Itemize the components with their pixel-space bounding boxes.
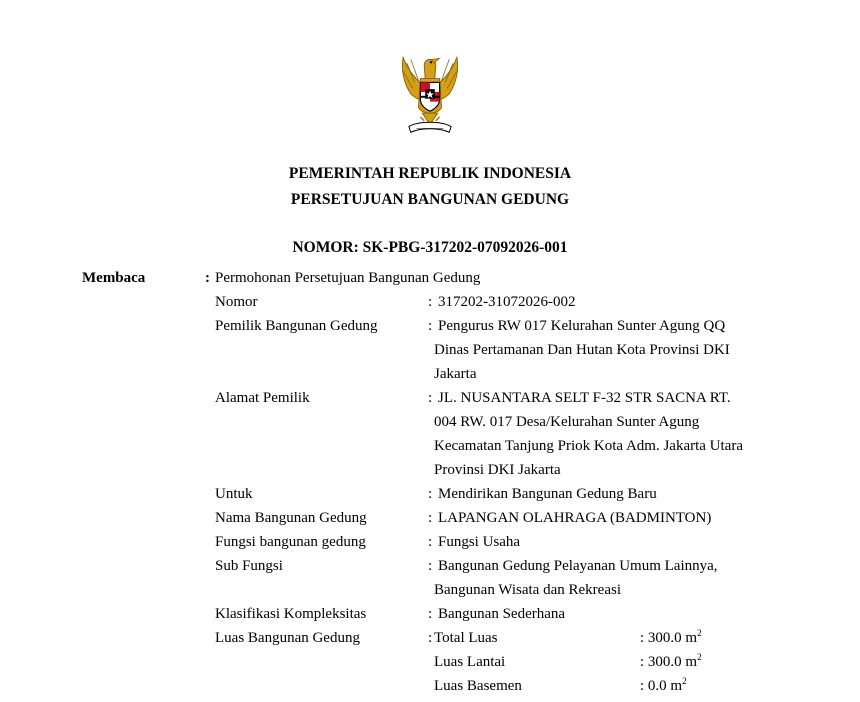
field-value-pemilik-line-1: Pengurus RW 017 Kelurahan Sunter Agung QQ: [438, 318, 726, 334]
membaca-text: Permohonan Persetujuan Bangunan Gedung: [215, 270, 481, 286]
field-value-pemilik-line-2: Dinas Pertamanan Dan Hutan Kota Provinsi DKI: [434, 342, 730, 358]
luas-row-value-total: : 300.0 $m^2$: [640, 628, 702, 646]
document-number: NOMOR: SK-PBG-317202-07092026-001: [292, 239, 568, 256]
luas-row-value-basemen: : 0.0 $m^2$: [640, 676, 687, 694]
field-label-alamat: Alamat Pemilik: [215, 390, 310, 406]
field-colon: :: [428, 534, 433, 550]
luas-row-label-basemen: Luas Basemen: [434, 678, 522, 694]
field-label-luas: Luas Bangunan Gedung: [215, 630, 360, 646]
title-line-1: PEMERINTAH REPUBLIK INDONESIA: [288, 165, 572, 182]
field-value-alamat-line-3: Kecamatan Tanjung Priok Kota Adm. Jakarta Utara: [434, 438, 743, 454]
field-value-alamat-line-2: 004 RW. 017 Desa/Kelurahan Sunter Agung: [434, 414, 700, 430]
field-value-pemilik-line-3: Jakarta: [434, 366, 477, 382]
field-colon: :: [428, 630, 433, 646]
field-colon: :: [428, 294, 433, 310]
field-label-klasifikasi: Klasifikasi Kompleksitas: [215, 606, 367, 622]
garuda-pancasila-emblem-icon: [382, 44, 478, 140]
field-colon: :: [428, 390, 433, 406]
field-value-sub-fungsi-line-1: Bangunan Gedung Pelayanan Umum Lainnya,: [438, 558, 718, 574]
field-colon: :: [428, 510, 433, 526]
field-colon: :: [428, 318, 433, 334]
title-line-2: PERSETUJUAN BANGUNAN GEDUNG: [290, 191, 570, 208]
field-label-fungsi: Fungsi bangunan gedung: [215, 534, 366, 550]
membaca-label: Membaca: [82, 270, 146, 286]
luas-row-label-lantai: Luas Lantai: [434, 654, 506, 670]
field-value-sub-fungsi-line-2: Bangunan Wisata dan Rekreasi: [434, 582, 621, 598]
field-value-alamat-line-4: Provinsi DKI Jakarta: [434, 462, 561, 478]
field-label-sub-fungsi: Sub Fungsi: [215, 558, 283, 574]
luas-row-label-total: Total Luas: [434, 630, 498, 646]
field-value-alamat-line-1: JL. NUSANTARA SELT F-32 STR SACNA RT.: [438, 390, 731, 406]
field-value-nomor: 317202-31072026-002: [438, 294, 576, 310]
field-colon: :: [428, 486, 433, 502]
field-label-untuk: Untuk: [215, 486, 253, 502]
membaca-colon: :: [205, 270, 210, 286]
field-value-untuk: Mendirikan Bangunan Gedung Baru: [438, 486, 657, 502]
luas-row-value-lantai: : 300.0 $m^2$: [640, 652, 702, 670]
field-label-pemilik: Pemilik Bangunan Gedung: [215, 318, 378, 334]
field-colon: :: [428, 606, 433, 622]
field-label-nomor: Nomor: [215, 294, 258, 310]
field-value-klasifikasi: Bangunan Sederhana: [438, 606, 566, 622]
field-value-fungsi: Fungsi Usaha: [438, 534, 521, 550]
field-label-nama: Nama Bangunan Gedung: [215, 510, 367, 526]
field-colon: :: [428, 558, 433, 574]
field-value-nama: LAPANGAN OLAHRAGA (BADMINTON): [438, 510, 712, 526]
